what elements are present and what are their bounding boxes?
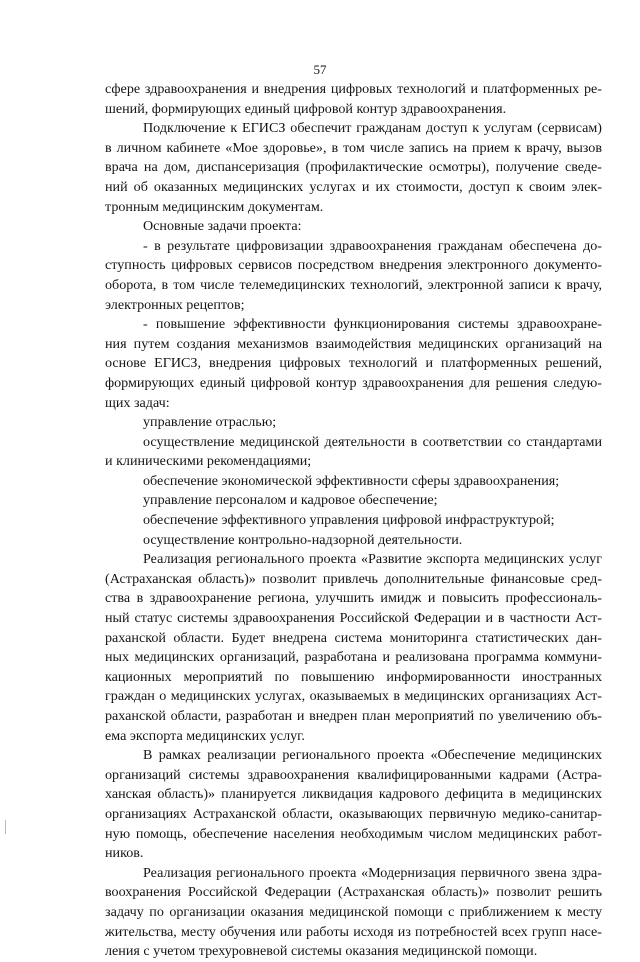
page-number: 57 xyxy=(313,62,327,77)
text-line: организациях Астраханской области, оказывающих первичную медико-санитар- xyxy=(105,805,602,822)
text-line: ных медицинских организаций, разработана и реализована программа коммуни- xyxy=(105,649,602,666)
text-line: (Астраханская область)» позволит привлечь дополнительные финансовые сред- xyxy=(105,570,602,587)
text-line: и клиническими рекомендациями; xyxy=(105,453,312,470)
text-line: осуществление медицинской деятельности в соответствии со стандартами xyxy=(143,433,602,450)
text-line: ников. xyxy=(105,845,144,862)
text-line: ства в здравоохранение региона, улучшить имидж и повысить профессиональ- xyxy=(105,590,602,607)
text-line: организаций системы здравоохранения квалифицированными кадрами (Астра- xyxy=(105,766,602,783)
text-line: врача на дом, диспансеризация (профилактические осмотры), получение сведе- xyxy=(105,159,602,176)
text-line: в личном кабинете «Мое здоровье», в том числе запись на прием к врачу, вызов xyxy=(105,139,602,156)
text-line: щих задач: xyxy=(105,394,170,411)
text-line: шений, формирующих единый цифровой контур здравоохранения. xyxy=(105,100,507,117)
text-line: кационных мероприятий по повышению информированности иностранных xyxy=(105,668,602,685)
text-line: Реализация регионального проекта «Модернизация первичного звена здра- xyxy=(143,864,602,881)
body-text xyxy=(105,80,602,962)
text-line: обеспечение экономической эффективности сферы здравоохранения; xyxy=(143,472,560,489)
text-line: - в результате цифровизации здравоохранения гражданам обеспечена до- xyxy=(143,237,602,254)
text-line: сфере здравоохранения и внедрения цифровых технологий и платформенных ре- xyxy=(105,81,602,97)
margin-mark xyxy=(5,820,6,834)
text-line: управление персоналом и кадровое обеспечение; xyxy=(143,492,438,509)
text-line: управление отраслью; xyxy=(143,414,277,431)
text-line: ханская область)» планируется ликвидация кадрового дефицита в медицинских xyxy=(105,786,602,803)
text-line: ления с учетом трехуровневой системы оказания медицинской помощи. xyxy=(105,943,538,960)
text-line: обеспечение эффективного управления цифровой инфраструктурой; xyxy=(143,512,555,529)
text-line: электронных рецептов; xyxy=(105,296,245,313)
text-line: ема экспорта медицинских услуг. xyxy=(105,727,305,744)
text-line: ния путем создания механизмов взаимодействия медицинских организаций на xyxy=(105,335,602,352)
text-line: Основные задачи проекта: xyxy=(143,218,302,235)
text-line: ний об оказанных медицинских услугах и их стоимости, доступ к своим элек- xyxy=(105,178,602,195)
text-line: задачу по организации оказания медицинской помощи с приближением к месту xyxy=(105,903,602,920)
text-line: раханской области, разработан и внедрен план мероприятий по увеличению объ- xyxy=(105,708,602,724)
text-line: ступность цифровых сервисов посредством внедрения электронного документо- xyxy=(105,257,602,274)
text-line: оборота, в том числе телемедицинских технологий, электронной записи к врачу, xyxy=(105,276,602,293)
text-line: основе ЕГИСЗ, внедрения цифровых технологий и платформенных решений, xyxy=(105,355,602,372)
text-line: ный статус системы здравоохранения Российской Федерации и в частности Аст- xyxy=(105,610,602,627)
text-line: тронным медицинским документам. xyxy=(105,198,324,215)
text-line: формирующих единый цифровой контур здравоохранения для решения следую- xyxy=(105,374,602,391)
text-line: граждан о медицинских услугах, оказываемых в медицинских организациях Аст- xyxy=(105,688,602,705)
text-line: раханской области. Будет внедрена система мониторинга статистических дан- xyxy=(105,629,602,646)
text-line: жительства, месту обучения или работы исходя из потребностей всех групп насе- xyxy=(105,923,602,940)
text-line: ную помощь, обеспечение населения необходимым числом медицинских работ- xyxy=(105,825,602,842)
text-line: воохранения Российской Федерации (Астраханская область)» позволит решить xyxy=(105,884,602,901)
text-line: - повышение эффективности функционирования системы здравоохране- xyxy=(143,316,602,333)
text-line: В рамках реализации регионального проекта «Обеспечение медицинских xyxy=(143,747,602,764)
text-line: Подключение к ЕГИСЗ обеспечит гражданам доступ к услугам (сервисам) xyxy=(143,120,602,137)
text-line: осуществление контрольно-надзорной деятельности. xyxy=(143,531,463,548)
text-line: Реализация регионального проекта «Развитие экспорта медицинских услуг xyxy=(143,551,602,568)
